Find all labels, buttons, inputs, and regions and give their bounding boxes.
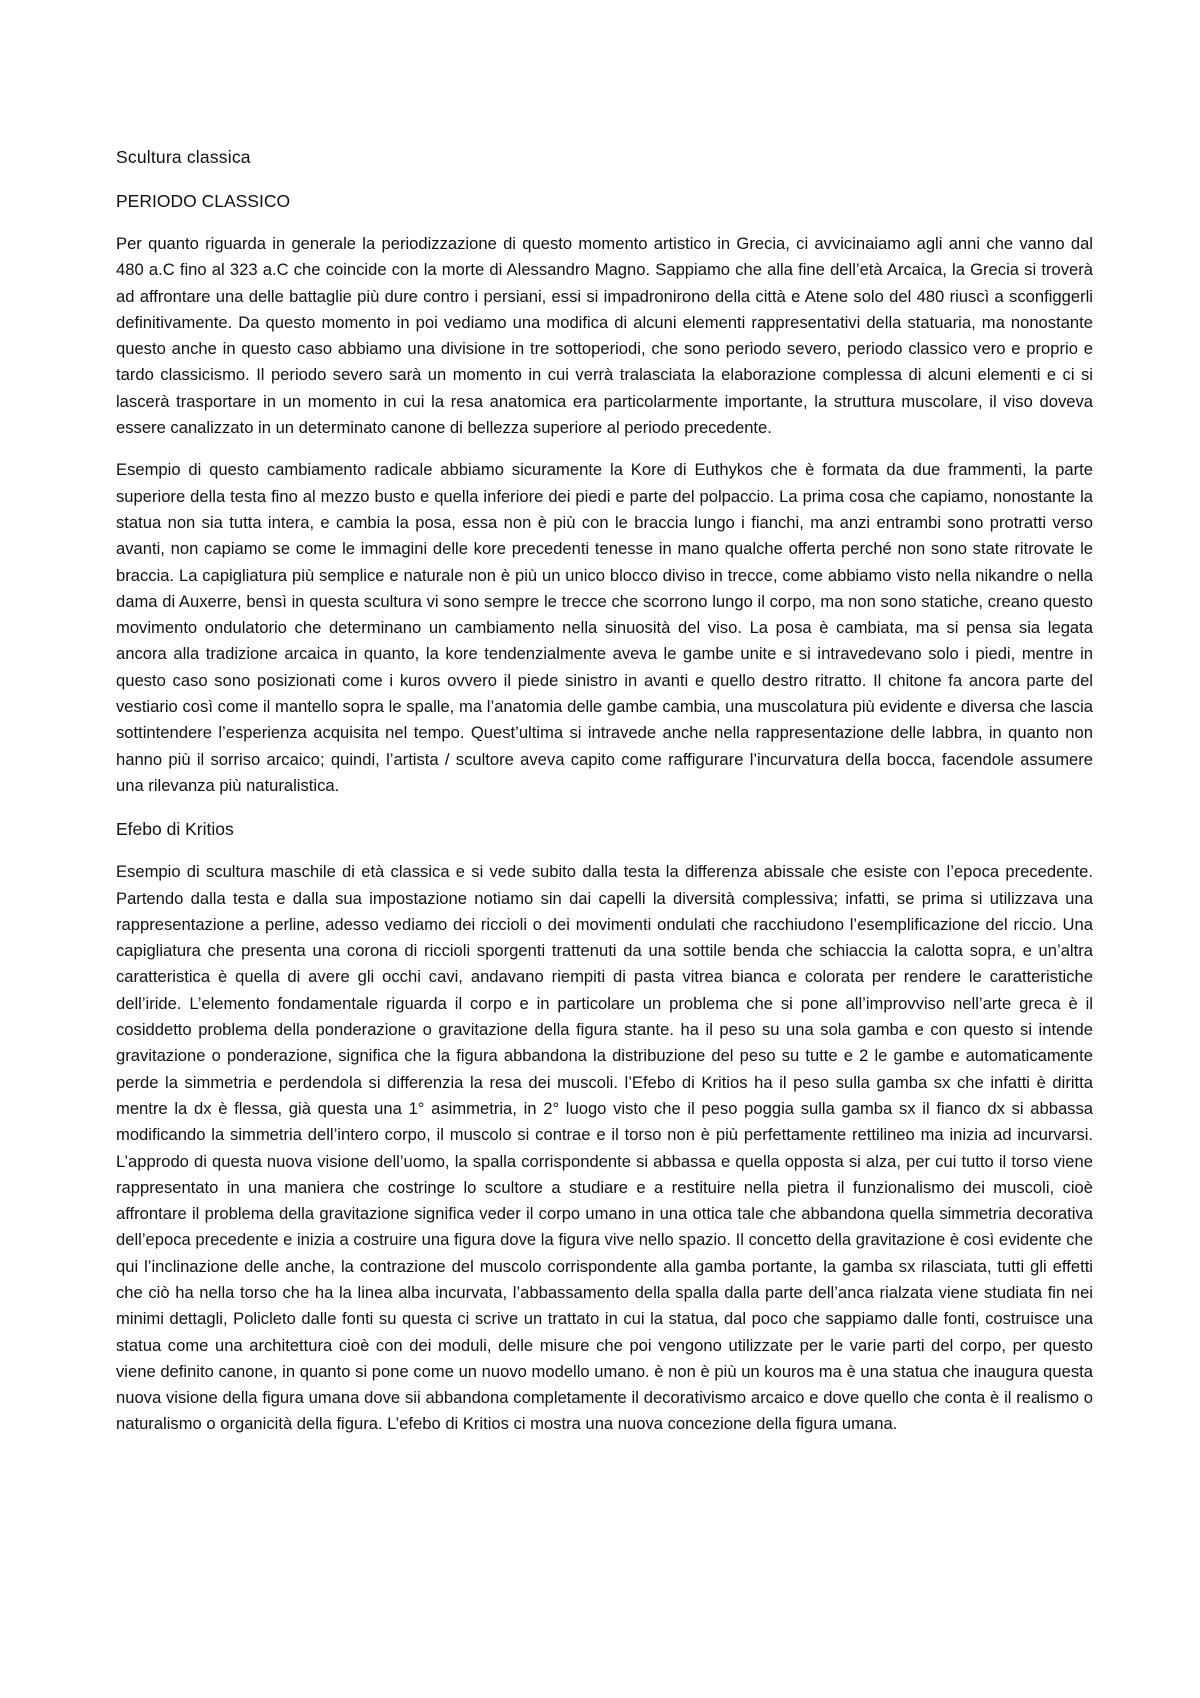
- document-title: Scultura classica: [116, 147, 251, 167]
- paragraph-periodizzazione: Per quanto riguarda in generale la periodizzazione di questo momento artistico in Grecia, ci avvicinaiamo agli anni che vanno dal 480 a.C fino al 323 a.C che coincide con la morte di Alessandro Magno. Sappiamo che alla fine dell’età Arcaica, la Grecia si troverà ad affrontare una delle battaglie più dure contro i persiani, essi si impadronirono della città e Atene solo del 480 riuscì a sconfiggerli definitivamente. Da questo momento in poi vediamo una modifica di alcuni elementi rappresentativi della statuaria, ma nonostante questo anche in questo caso abbiamo una divisione in tre sottoperiodi, che sono periodo severo, periodo classico vero e proprio e tardo classicismo. Il periodo severo sarà un momento in cui verrà tralasciata la elaborazione complessa di alcuni elementi e ci si lascerà trasportare in un momento in cui la resa anatomica era particolarmente importante, la struttura muscolare, il viso doveva essere canalizzato in un determinato canone di bellezza superiore al periodo precedente.: [116, 234, 1093, 438]
- section-heading-periodo-classico: PERIODO CLASSICO: [116, 191, 291, 211]
- section-heading-efebo-di-kritios: Efebo di Kritios: [116, 819, 234, 840]
- document-page: [116, 143, 1093, 1454]
- paragraph-efebo-di-kritios: Esempio di scultura maschile di età classica e si vede subito dalla testa la differenza abissale che esiste con l’epoca precedente. Partendo dalla testa e dalla sua impostazione notiamo sin dai capelli la diversità complessiva; infatti, se prima si utilizzava una rappresentazione a perline, adesso vediamo dei riccioli o dei movimenti ondulati che racchiudono l’esemplificazione del riccio. Una capigliatura che presenta una corona di riccioli sporgenti trattenuti da una sottile benda che schiaccia la calotta sopra, e un’altra caratteristica è quella di avere gli occhi cavi, andavano riempiti di pasta vitrea bianca e colorata per rendere le caratteristiche dell’iride. L’elemento fondamentale riguarda il corpo e in particolare un problema che si pone all’improvviso nell’arte greca è il cosiddetto problema della ponderazione o gravitazione della figura stante. ha il peso su una sola gamba e con questo si intende gravitazione o ponderazione, significa che la figura abbandona la distribuzione del peso su tutte e 2 le gambe e automaticamente perde la simmetria e perdendola si differenzia la resa dei muscoli. l’Efebo di Kritios ha il peso sulla gamba sx che infatti è diritta mentre la dx è flessa, già questa una 1° asimmetria, in 2° luogo visto che il peso poggia sulla gamba sx il fianco dx si abbassa modificando la simmetria dell’intero corpo, il muscolo si contrae e il torso non è più perfettamente rettilineo ma inizia ad incurvarsi. L’approdo di questa nuova visione dell’uomo, la spalla corrispondente si abbassa e quella opposta si alza, per cui tutto il torso viene rappresentato in una maniera che costringe lo scultore a studiare e a restituire nella pietra il funzionalismo dei muscoli, cioè affrontare il problema della gravitazione significa veder il corpo umano in una ottica tale che abbandona quella simmetria decorativa dell’epoca precedente e inizia a costruire una figura dove la figura vive nello spazio. Il concetto della gravitazione è così evidente che qui l’inclinazione delle anche, la contrazione del muscolo corrispondente alla gamba portante, la gamba sx rilasciata, tutti gli effetti che ciò ha nella torso che ha la linea alba incurvata, l’abbassamento della spalla dalla parte dell’anca rialzata viene studiata fin nei minimi dettagli, Policleto dalle fonti su questa ci scrive un trattato in cui la statua, dal poco che sappiamo dalle fonti, costruisce una statua come una architettura cioè con dei moduli, delle misure che poi vengono utilizzate per le varie parti del corpo, per questo viene definito canone, in quanto si pone come un nuovo modello umano. è non è più un kouros ma è una statua che inaugura questa nuova visione della figura umana dove sii abbandona completamente il decorativismo arcaico e dove quello che conta è il realismo o naturalismo o organicità della figura. L’efebo di Kritios ci mostra una nuova concezione della figura umana.: [116, 862, 1093, 1434]
- paragraph-kore-di-euthykos: Esempio di questo cambiamento radicale abbiamo sicuramente la Kore di Euthykos che è formata da due frammenti, la parte superiore della testa fino al mezzo busto e quella inferiore dei piedi e parte del polpaccio. La prima cosa che capiamo, nonostante la statua non sia tutta intera, e cambia la posa, essa non è più con le braccia lungo i fianchi, ma anzi entrambi sono protratti verso avanti, non capiamo se come le immagini delle kore precedenti tenesse in mano qualche offerta perché non sono state ritrovate le braccia. La capigliatura più semplice e naturale non è più un unico blocco diviso in trecce, come abbiamo visto nella nikandre o nella dama di Auxerre, bensì in questa scultura vi sono sempre le trecce che scorrono lungo il corpo, ma non sono statiche, creano questo movimento ondulatorio che determinano un cambiamento nella sinuosità del viso. La posa è cambiata, ma si pensa sia legata ancora alla tradizione arcaica in quanto, la kore tendenzialmente aveva le gambe unite e si intravedevano solo i piedi, mentre in questo caso sono posizionati come i kuros ovvero il piede sinistro in avanti e quello destro ritratto. Il chitone fa ancora parte del vestiario così come il mantello sopra le spalle, ma l’anatomia delle gambe cambia, una muscolatura più evidente e diversa che lascia sottintendere l’esperienza acquisita nel tempo. Quest’ultima si intravede anche nella rappresentazione delle labbra, in quanto non hanno più il sorriso arcaico; quindi, l’artista / scultore aveva capito come raffigurare l’incurvatura della bocca, facendole assumere una rilevanza più naturalistica.: [116, 460, 1093, 795]
